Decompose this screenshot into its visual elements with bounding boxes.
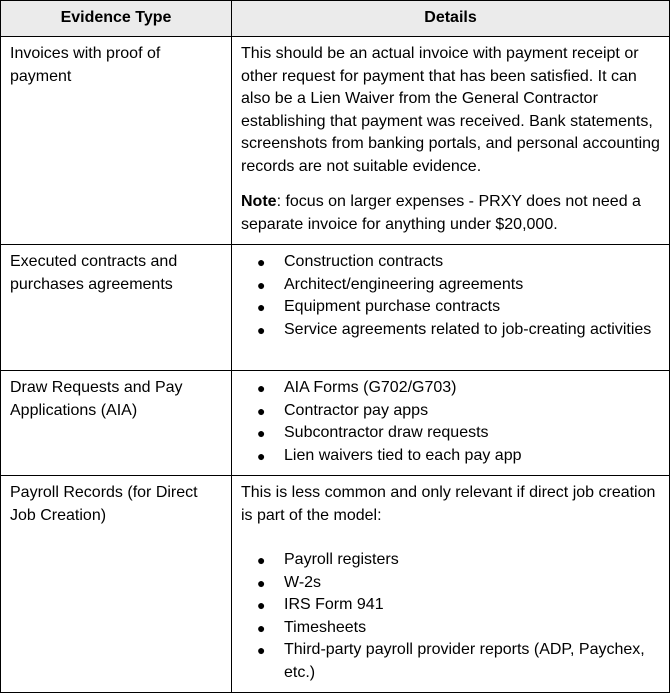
bullet-icon: ● bbox=[257, 380, 266, 396]
details-cell bbox=[232, 476, 670, 693]
details-cell bbox=[232, 37, 670, 245]
table-row bbox=[1, 245, 670, 371]
details-list bbox=[241, 549, 661, 684]
spacer bbox=[241, 527, 661, 549]
list-item: ● AIA Forms (G702/G703) bbox=[284, 377, 661, 400]
details-list bbox=[241, 377, 661, 467]
evidence-type-label: Payroll Records (for Direct Job Creation) bbox=[10, 484, 198, 524]
evidence-type-cell bbox=[1, 371, 232, 476]
table-row bbox=[1, 476, 670, 693]
evidence-type-label: Executed contracts and purchases agreements bbox=[10, 253, 178, 293]
evidence-type-label: Draw Requests and Pay Applications (AIA) bbox=[10, 379, 183, 419]
details-list bbox=[241, 251, 661, 341]
bullet-icon: ● bbox=[257, 299, 266, 315]
evidence-type-label: Invoices with proof of payment bbox=[10, 45, 161, 85]
list-item: ● IRS Form 941 bbox=[284, 594, 661, 617]
list-item: ● Construction contracts bbox=[284, 251, 661, 274]
header-row bbox=[1, 1, 670, 37]
bullet-icon: ● bbox=[257, 276, 266, 293]
details-cell bbox=[232, 371, 670, 476]
list-item: ● Service agreements related to job-creating activities bbox=[284, 319, 661, 342]
list-item: ● Architect/engineering agreements bbox=[284, 274, 661, 297]
bullet-icon: ● bbox=[257, 321, 266, 338]
header-details: Details bbox=[232, 1, 670, 37]
evidence-type-cell bbox=[1, 37, 232, 245]
bullet-icon: ● bbox=[257, 642, 266, 658]
details-note bbox=[241, 191, 661, 236]
bullet-icon: ● bbox=[257, 574, 266, 591]
list-item: ● Payroll registers bbox=[284, 549, 661, 572]
note-text: : focus on larger expenses - PRXY does not need a separate invoice for anything under $20,000. bbox=[241, 193, 641, 233]
evidence-type-cell bbox=[1, 245, 232, 371]
bullet-icon: ● bbox=[257, 254, 266, 270]
note-label: Note bbox=[241, 193, 277, 210]
list-item: ● Third-party payroll provider reports (ADP, Paychex, etc.) bbox=[257, 641, 645, 681]
details-cell bbox=[232, 245, 670, 371]
list-item: ● Contractor pay apps bbox=[284, 400, 661, 423]
list-item: ● Equipment purchase contracts bbox=[284, 296, 661, 319]
list-item: ● Lien waivers tied to each pay app bbox=[284, 445, 661, 468]
bullet-icon: ● bbox=[257, 402, 266, 419]
bullet-icon: ● bbox=[257, 552, 266, 568]
list-item: ● Timesheets bbox=[284, 617, 661, 640]
bullet-icon: ● bbox=[257, 447, 266, 464]
bullet-icon: ● bbox=[257, 597, 266, 613]
bullet-icon: ● bbox=[257, 425, 266, 441]
bullet-icon: ● bbox=[257, 619, 266, 636]
details-paragraph: This should be an actual invoice with payment receipt or other request for payment that has been satisfied. It can also be a Lien Waiver from the General Contractor establishing that payment was received. Bank statements, screenshots from banking portals, and personal accounting records are not suitable evidence. bbox=[241, 45, 660, 175]
table-row bbox=[1, 371, 670, 476]
table-row bbox=[1, 37, 670, 245]
list-item: ● W-2s bbox=[284, 572, 661, 595]
evidence-type-cell bbox=[1, 476, 232, 693]
header-evidence-type: Evidence Type bbox=[1, 1, 232, 37]
details-intro: This is less common and only relevant if direct job creation is part of the model: bbox=[241, 484, 656, 524]
list-item: ● Subcontractor draw requests bbox=[284, 422, 661, 445]
